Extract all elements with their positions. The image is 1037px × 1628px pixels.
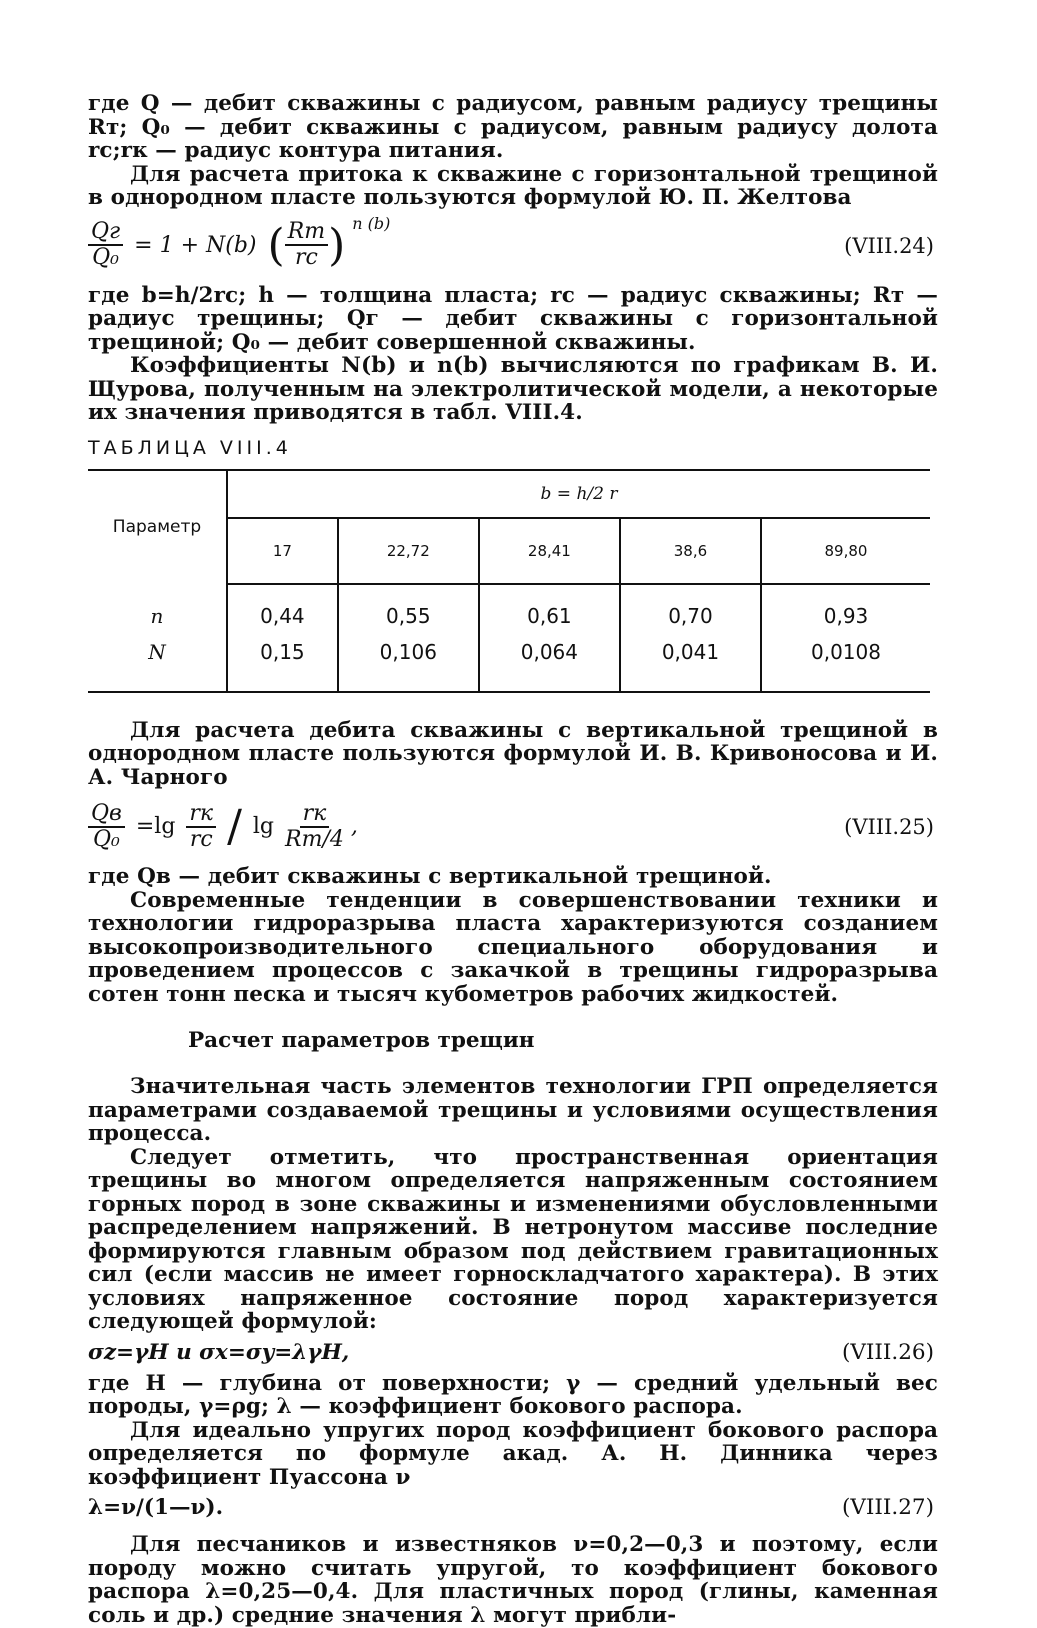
paragraph: Для песчаников и известняков ν=0,2—0,3 и поэтому, если породу можно считать упругой, то коэффициент бокового распора λ=0,25—0,4. Для пластичных пород (глины, каменная соль и др.) средние значения λ могут прибли- <box>88 1532 938 1628</box>
page-body <box>88 92 938 1627</box>
paragraph: где H — глубина от поверхности; γ — средний удельный вес породы, γ=ρg; λ — коэффициент бокового распора. <box>88 1370 938 1419</box>
paragraph: где Q — дебит скважины с радиусом, равным радиусу трещины Rт; Q₀ — дебит скважины с радиусом, равным радиусу долота rс;rк — радиус контура питания. <box>88 91 938 163</box>
table-cell: 0,61 <box>479 584 620 634</box>
paragraph: где b=h/2rс; h — толщина пласта; rс — радиус скважины; Rт — радиус трещины; Qг — дебит скважины с горизонтальной трещиной; Q₀ — дебит совершенной скважины. <box>88 282 938 355</box>
equation-text: lg <box>252 814 275 839</box>
paragraph: Для расчета дебита скважины с вертикальной трещиной в однородном пласте пользуются формулой И. В. Кривоносова и И. А. Чарного <box>88 717 938 790</box>
table-cell: 0,55 <box>338 584 479 634</box>
table-cell: 0,93 <box>761 584 930 634</box>
table-cell: 0,041 <box>620 634 761 692</box>
equation-viii-27 <box>88 1495 938 1525</box>
paragraph: Следует отметить, что пространственная ориентация трещины во многом определяется напряженным состоянием горных пород в зоне скважины и изменениями обусловленными распределением напряжений. В нетронутом массиве последние формируются главным образом под действием гравитационных сил (если массив не имеет горноскладчатого характера). В этих условиях напряженное состояние пород характеризуется следующей формулой: <box>88 1144 938 1334</box>
column-header: 89,80 <box>761 518 930 584</box>
fraction <box>285 220 328 270</box>
paragraph: Для расчета притока к скважине с горизонтальной трещиной в однородном пласте пользуются формулой Ю. П. Желтова <box>88 161 938 210</box>
equation-number: (VIII.27) <box>842 1495 934 1520</box>
equation-text: σz=γH и σx=σy=λγH, <box>88 1339 350 1365</box>
numerator: Rт <box>285 220 328 246</box>
section-heading: Расчет параметров трещин <box>188 1028 535 1053</box>
fraction <box>88 220 123 270</box>
equation-text: λ=ν/(1—ν). <box>88 1495 224 1520</box>
column-header: 17 <box>227 518 338 584</box>
numerator: Qв <box>88 802 125 828</box>
denominator: Rт/4 <box>285 826 344 852</box>
equation-viii-26 <box>88 1340 938 1370</box>
paragraph: Коэффициенты N(b) и n(b) вычисляются по графикам В. И. Щурова, полученным на электролитической модели, а некоторые их значения приводятся в табл. VIII.4. <box>88 353 938 425</box>
paragraph: Значительная часть элементов технологии ГРП определяется параметрами создаваемой трещины и условиями осуществления процесса. <box>88 1074 938 1146</box>
equation-text: = 1 + N(b) <box>134 232 257 258</box>
equation-viii-24: $\frac{Qг}{\text{Q₀}}$ = 1 + N(b) ( $\frac{Rт}{rс}$ ) $^{n (b)}$ (VIII.24) <box>88 216 938 278</box>
exponent: n (b) <box>352 213 391 233</box>
denominator: rс <box>294 245 318 270</box>
equation-number: (VIII.25) <box>844 815 934 839</box>
numerator: rк <box>300 802 330 828</box>
equation-number: (VIII.26) <box>842 1339 934 1365</box>
equation-viii-25: $\frac{Qв}{\text{Q₀}}$ =lg $\frac{rк}{rс}$ / lg $\frac{rк}{Rт/4}$ , (VIII.25) <box>88 795 938 859</box>
column-header: 28,41 <box>479 518 620 584</box>
table-cell: 0,106 <box>338 634 479 692</box>
denominator: Q₀ <box>92 826 120 852</box>
table-cell: 0,0108 <box>761 634 930 692</box>
param-header: Параметр <box>88 470 227 584</box>
equation-number: (VIII.24) <box>844 233 934 258</box>
fraction <box>88 802 125 852</box>
denominator: rс <box>189 826 213 852</box>
equation-text: =lg <box>135 814 176 839</box>
numerator: rк <box>186 802 216 828</box>
fraction <box>186 802 216 852</box>
column-header: 38,6 <box>620 518 761 584</box>
table-caption: ТАБЛИЦА VIII.4 <box>88 436 292 459</box>
table-cell: 0,15 <box>260 640 305 664</box>
paragraph: Для идеально упругих пород коэффициент бокового распора определяется по формуле акад. А. Н. Динника через коэффициент Пуассона ν <box>88 1417 938 1490</box>
row-label: n <box>88 584 227 634</box>
paragraph: Современные тенденции в совершенствовании техники и технологии гидроразрыва пласта характеризуются созданием высокопроизводительного специального оборудования и проведением процессов с закачкой в трещины гидроразрыва сотен тонн песка и тысяч кубометров рабочих жидкостей. <box>88 887 938 1007</box>
coefficients-table <box>88 469 930 693</box>
fraction <box>285 802 344 852</box>
column-header: 22,72 <box>338 518 479 584</box>
denominator: Q₀ <box>92 245 119 270</box>
row-label: N <box>88 634 227 692</box>
group-header: b = h/2 r <box>540 483 618 504</box>
table-cell: 0,44 <box>260 604 305 628</box>
table-cell: 0,70 <box>620 584 761 634</box>
paragraph: где Qв — дебит скважины с вертикальной трещиной. <box>88 864 772 889</box>
numerator: Qг <box>88 220 123 246</box>
table-cell: 0,064 <box>479 634 620 692</box>
equation-text: , <box>350 814 358 839</box>
